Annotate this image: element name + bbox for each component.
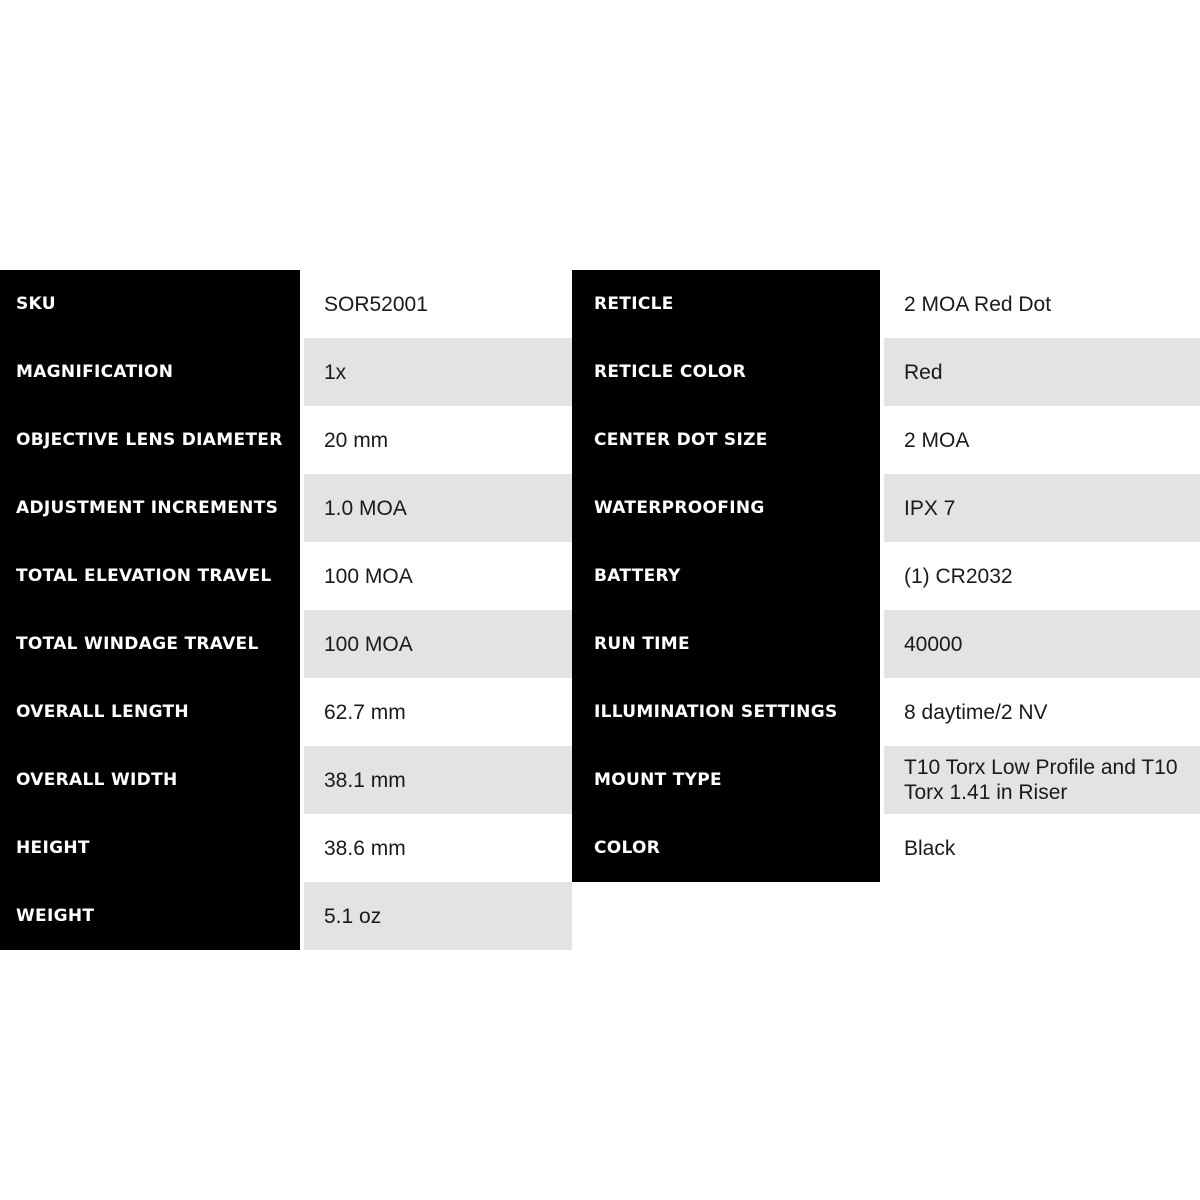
spec-value: (1) CR2032 xyxy=(904,564,1013,588)
spec-label: RUN TIME xyxy=(572,610,880,678)
spec-row-mount-type xyxy=(572,746,1200,814)
spec-label: BATTERY xyxy=(572,542,880,610)
spec-label: CENTER DOT SIZE xyxy=(572,406,880,474)
spec-value: 100 MOA xyxy=(324,632,413,656)
spec-row-run-time xyxy=(572,610,1200,678)
spec-row-total-windage-travel xyxy=(0,610,572,678)
spec-row-adjustment-increments xyxy=(0,474,572,542)
spec-row-color xyxy=(572,814,1200,882)
spec-row-height xyxy=(0,814,572,882)
spec-value: 20 mm xyxy=(324,428,389,452)
spec-value: 100 MOA xyxy=(324,564,413,588)
spec-label: MOUNT TYPE xyxy=(572,746,880,814)
spec-label: HEIGHT xyxy=(0,814,300,882)
spec-label: WEIGHT xyxy=(0,882,300,950)
spec-row-waterproofing xyxy=(572,474,1200,542)
spec-label: OVERALL WIDTH xyxy=(0,746,300,814)
spec-value: 8 daytime/2 NV xyxy=(904,700,1048,724)
spec-row-illumination-settings xyxy=(572,678,1200,746)
spec-value: 38.6 mm xyxy=(324,836,406,860)
spec-label: OVERALL LENGTH xyxy=(0,678,300,746)
spec-row-overall-width xyxy=(0,746,572,814)
spec-row-reticle-color xyxy=(572,338,1200,406)
spec-value: T10 Torx Low Profile and T10 Torx 1.41 in Riser xyxy=(904,756,1178,804)
spec-row-overall-length xyxy=(0,678,572,746)
spec-value: Black xyxy=(904,836,956,860)
spec-label: RETICLE xyxy=(572,270,880,338)
spec-value: Red xyxy=(904,360,943,384)
spec-label: TOTAL WINDAGE TRAVEL xyxy=(0,610,300,678)
spec-value: 2 MOA Red Dot xyxy=(904,292,1052,316)
spec-value: SOR52001 xyxy=(324,292,428,316)
spec-label: ADJUSTMENT INCREMENTS xyxy=(0,474,300,542)
spec-label: WATERPROOFING xyxy=(572,474,880,542)
spec-label: MAGNIFICATION xyxy=(0,338,300,406)
right-spec-table xyxy=(572,270,1200,882)
spec-value: 1x xyxy=(324,360,347,384)
spec-value: 62.7 mm xyxy=(324,700,406,724)
spec-value: 5.1 oz xyxy=(324,904,382,928)
spec-label: TOTAL ELEVATION TRAVEL xyxy=(0,542,300,610)
left-spec-table xyxy=(0,270,572,950)
spec-row-weight xyxy=(0,882,572,950)
spec-label: COLOR xyxy=(572,814,880,882)
spec-value: IPX 7 xyxy=(904,496,956,520)
spec-label: OBJECTIVE LENS DIAMETER xyxy=(0,406,300,474)
spec-label: SKU xyxy=(0,270,300,338)
spec-value: 1.0 MOA xyxy=(324,496,407,520)
spec-label: ILLUMINATION SETTINGS xyxy=(572,678,880,746)
spec-label: RETICLE COLOR xyxy=(572,338,880,406)
spec-row-objective-lens-diameter xyxy=(0,406,572,474)
spec-row-center-dot-size xyxy=(572,406,1200,474)
spec-row-battery xyxy=(572,542,1200,610)
spec-row-total-elevation-travel xyxy=(0,542,572,610)
spec-row-sku xyxy=(0,270,572,338)
spec-row-reticle xyxy=(572,270,1200,338)
spec-value: 38.1 mm xyxy=(324,768,406,792)
spec-row-magnification xyxy=(0,338,572,406)
spec-value: 40000 xyxy=(904,632,963,656)
spec-value: 2 MOA xyxy=(904,428,970,452)
